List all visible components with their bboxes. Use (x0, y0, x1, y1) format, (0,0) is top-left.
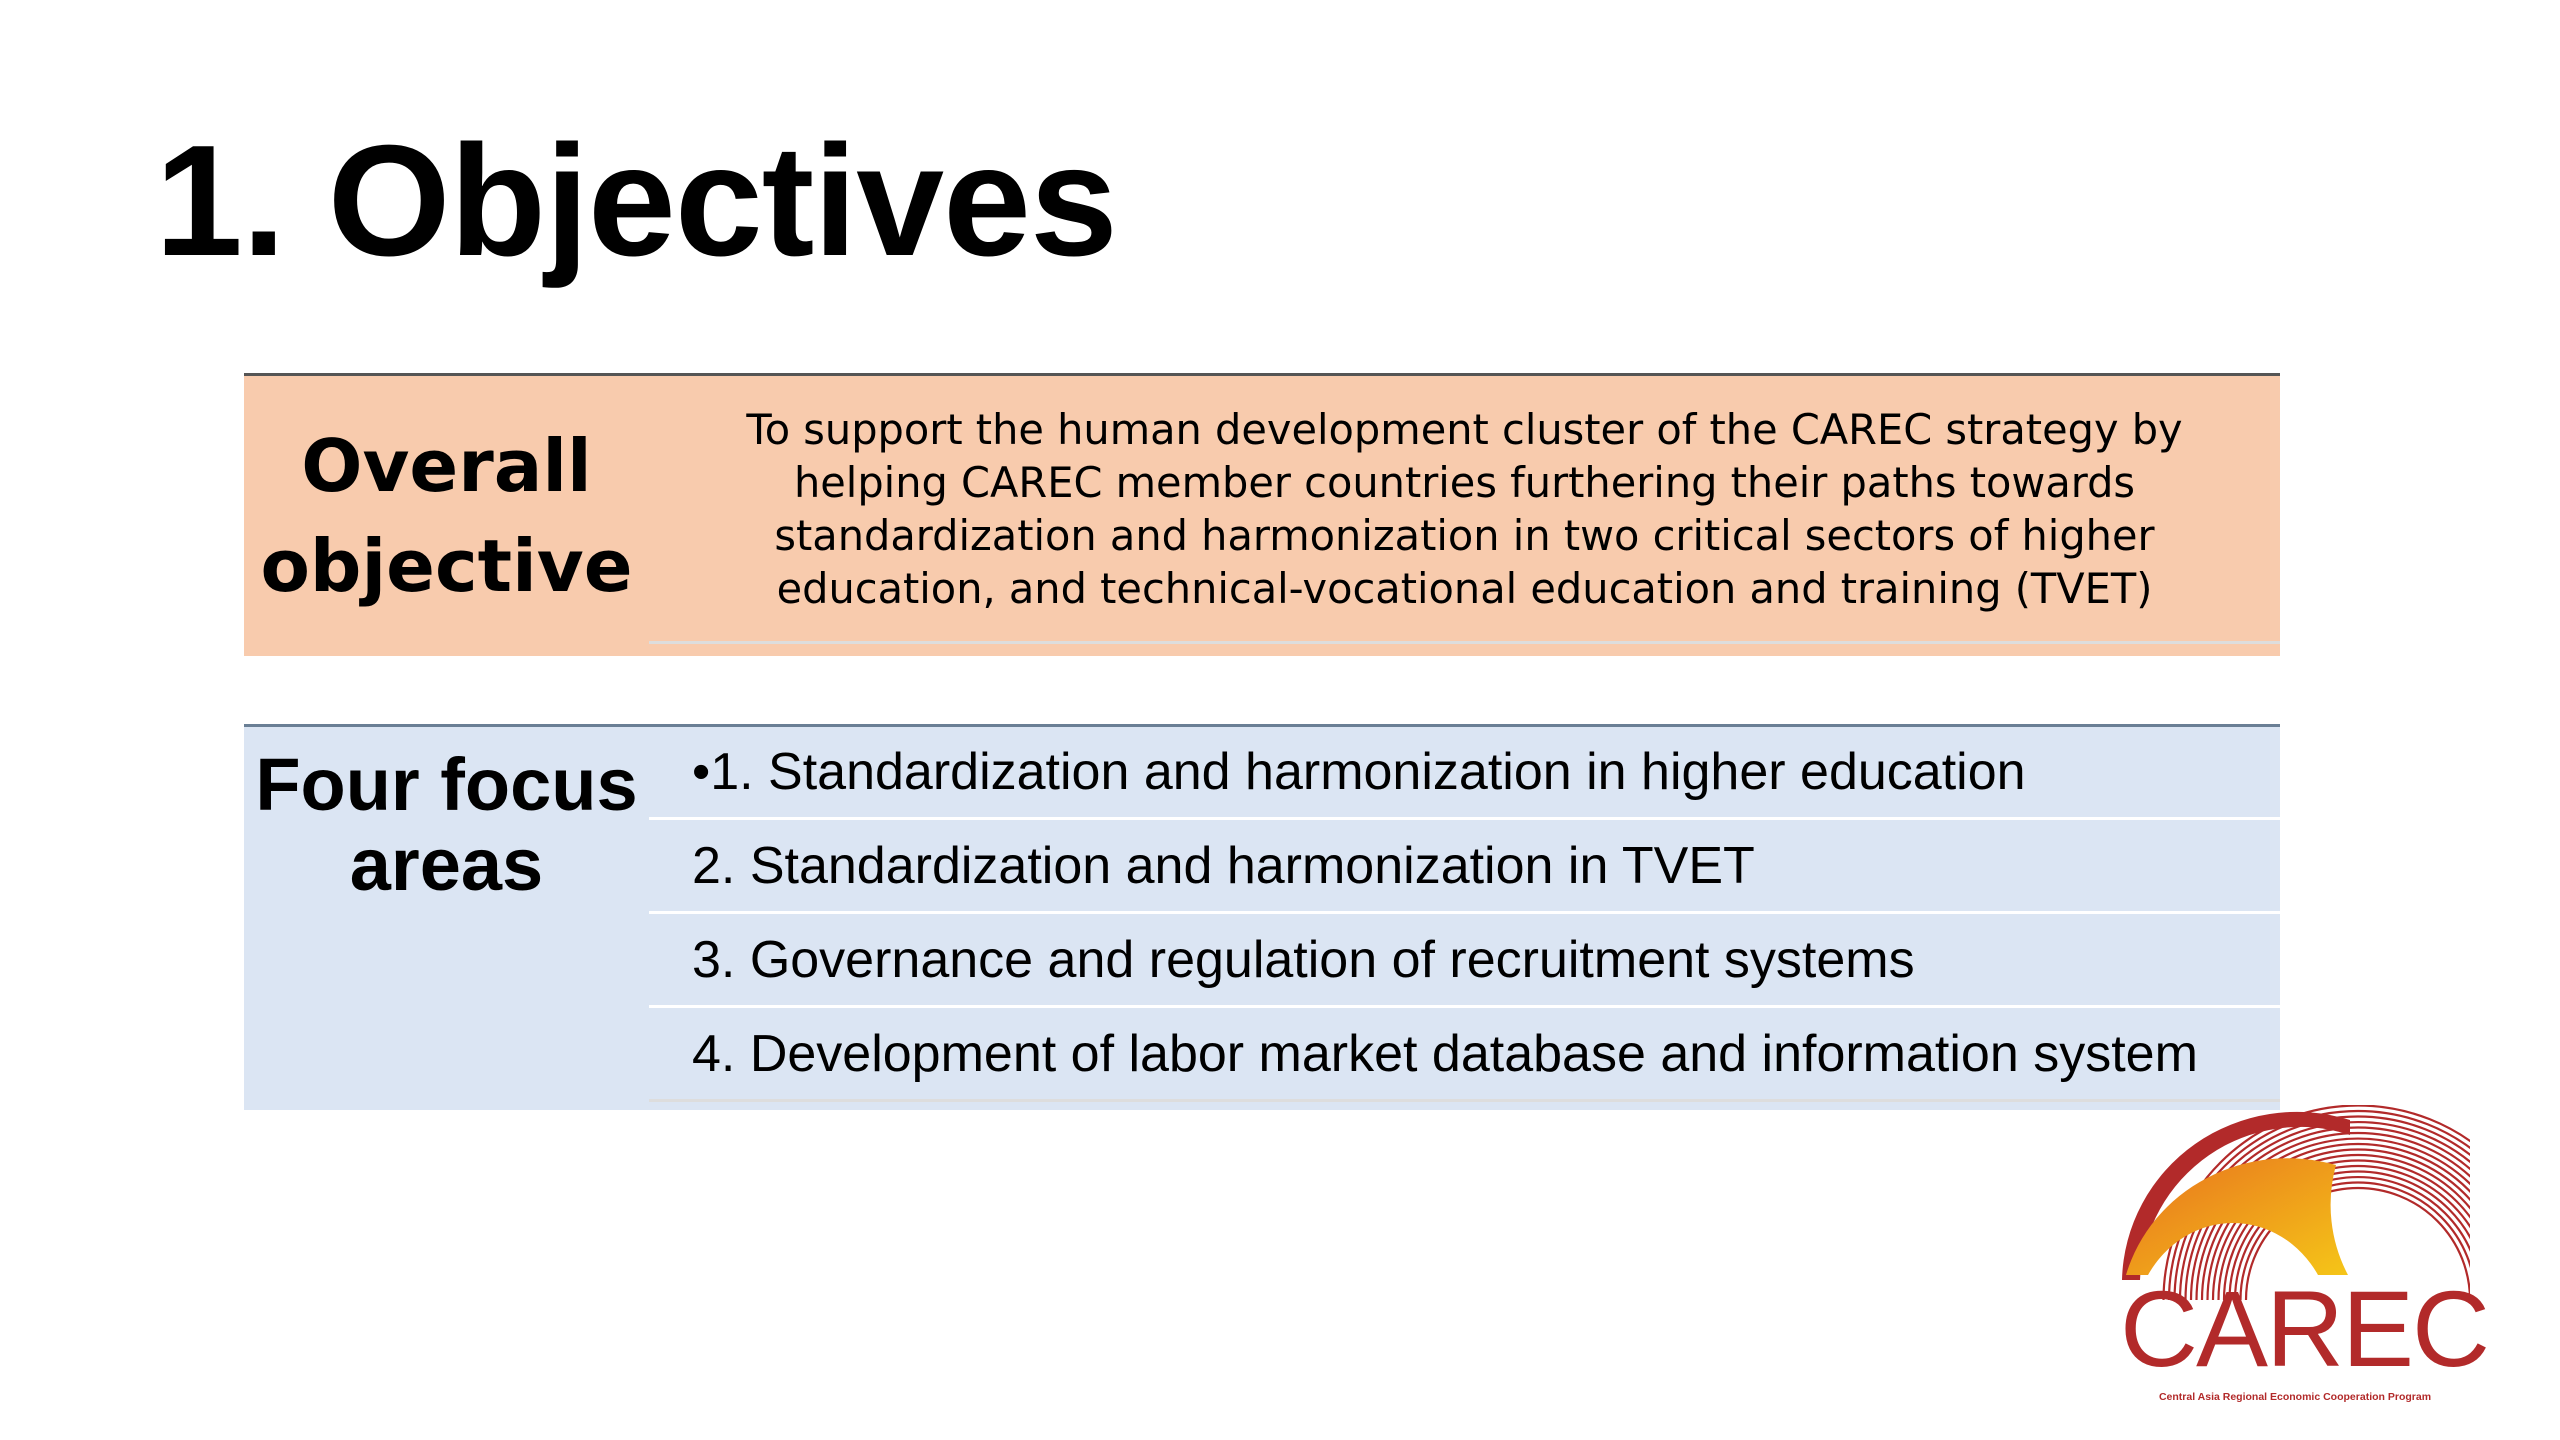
overall-objective-text: To support the human development cluster of the CAREC strategy by helping CAREC member countries furthering their paths towards standardization and harmonization in two critical sectors of higher education, and technical-vocational education and training (TVET) (649, 376, 2280, 644)
focus-area-text: 2. Standardization and harmonization in TVET (692, 836, 1755, 895)
focus-area-text: 4. Development of labor market database and information system (692, 1024, 2198, 1083)
carec-tagline: Central Asia Regional Economic Cooperation Program (2158, 1391, 2432, 1403)
focus-areas-list (649, 727, 2280, 1102)
overall-objective-block (244, 373, 2280, 656)
focus-areas-block (244, 724, 2280, 1110)
focus-areas-label: Four focus areas (255, 743, 638, 906)
overall-objective-label: Overall objective (260, 424, 633, 608)
focus-area-text: 3. Governance and regulation of recruitment systems (692, 930, 1915, 989)
focus-area-item (649, 727, 2280, 820)
focus-area-item (649, 1008, 2280, 1102)
carec-wordmark: CAREC (2120, 1268, 2489, 1389)
carec-logo (2118, 1105, 2489, 1415)
focus-area-item (649, 820, 2280, 914)
slide-title: 1. Objectives (155, 113, 1117, 289)
focus-area-text: •1. Standardization and harmonization in higher education (692, 743, 2026, 801)
focus-area-item (649, 914, 2280, 1008)
